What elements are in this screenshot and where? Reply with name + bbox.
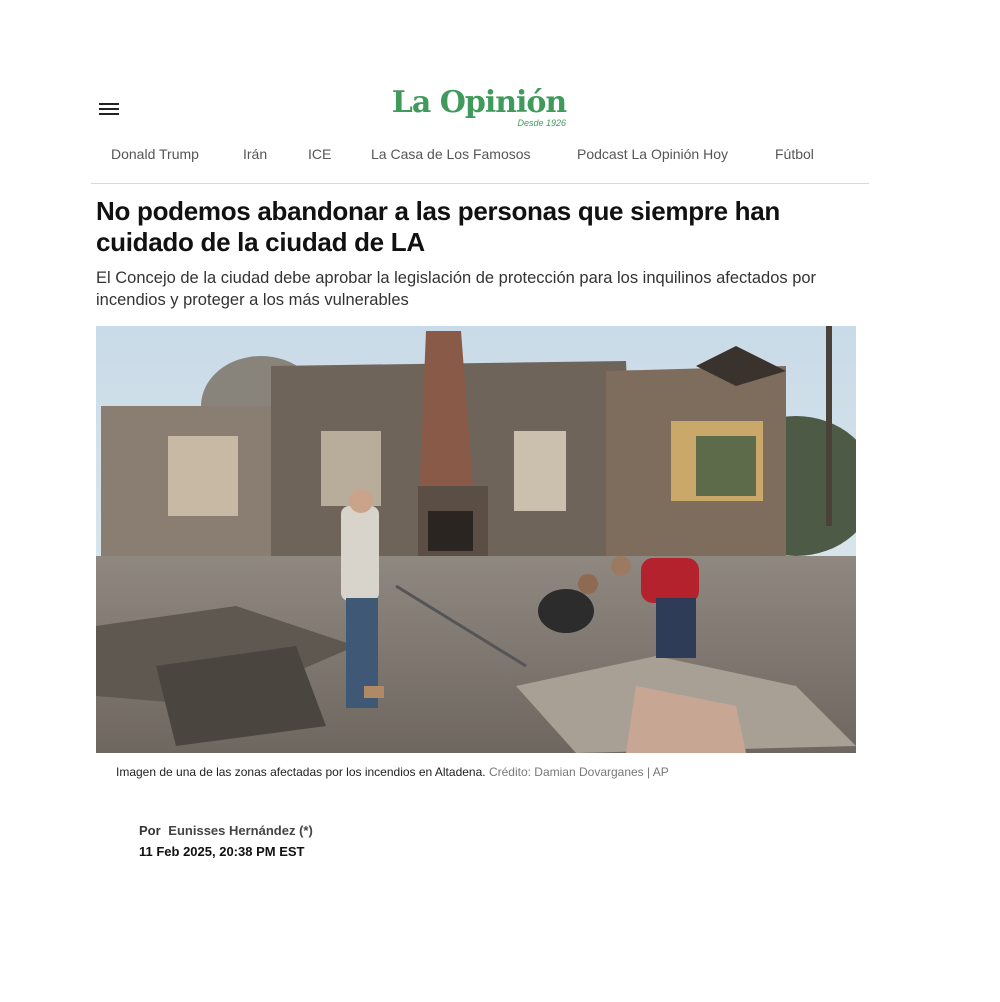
nav-item-donald-trump[interactable]: Donald Trump [111,146,199,162]
article-hero-image[interactable] [96,326,856,753]
menu-line [99,103,119,105]
image-caption [116,764,856,780]
author-link[interactable]: Eunisses Hernández (*) [168,823,313,838]
article-byline [139,823,313,838]
nav-item-podcast[interactable]: Podcast La Opinión Hoy [577,146,728,162]
nav-item-la-casa-de-los-famosos[interactable]: La Casa de Los Famosos [371,146,531,162]
article-headline: No podemos abandonar a las personas que siempre han cuidado de la ciudad de LA [96,196,780,257]
hamburger-menu-icon[interactable] [99,101,119,117]
burned-house-photo [96,326,856,753]
nav-item-iran[interactable]: Irán [243,146,268,162]
topic-nav [91,143,869,184]
caption-text: Imagen de una de las zonas afectadas por los incendios en Altadena. [116,765,486,779]
nav-item-futbol[interactable]: Fútbol [775,146,814,162]
logo-wordmark: La Opinión [391,85,567,120]
site-logo[interactable] [384,86,574,132]
image-credit: Crédito: Damian Dovarganes | AP [488,765,669,779]
logo-tagline: Desde 1926 [517,118,566,128]
article-subheadline: El Concejo de la ciudad debe aprobar la legislación de protección para los inquilinos afectados por incendios y proteger a los más vulnerables [96,269,817,309]
nav-item-ice[interactable]: ICE [308,146,332,162]
publish-date: 11 Feb 2025, 20:38 PM EST [139,844,305,859]
menu-line [99,113,119,115]
byline-prefix: Por [139,823,161,838]
menu-line [99,108,119,110]
